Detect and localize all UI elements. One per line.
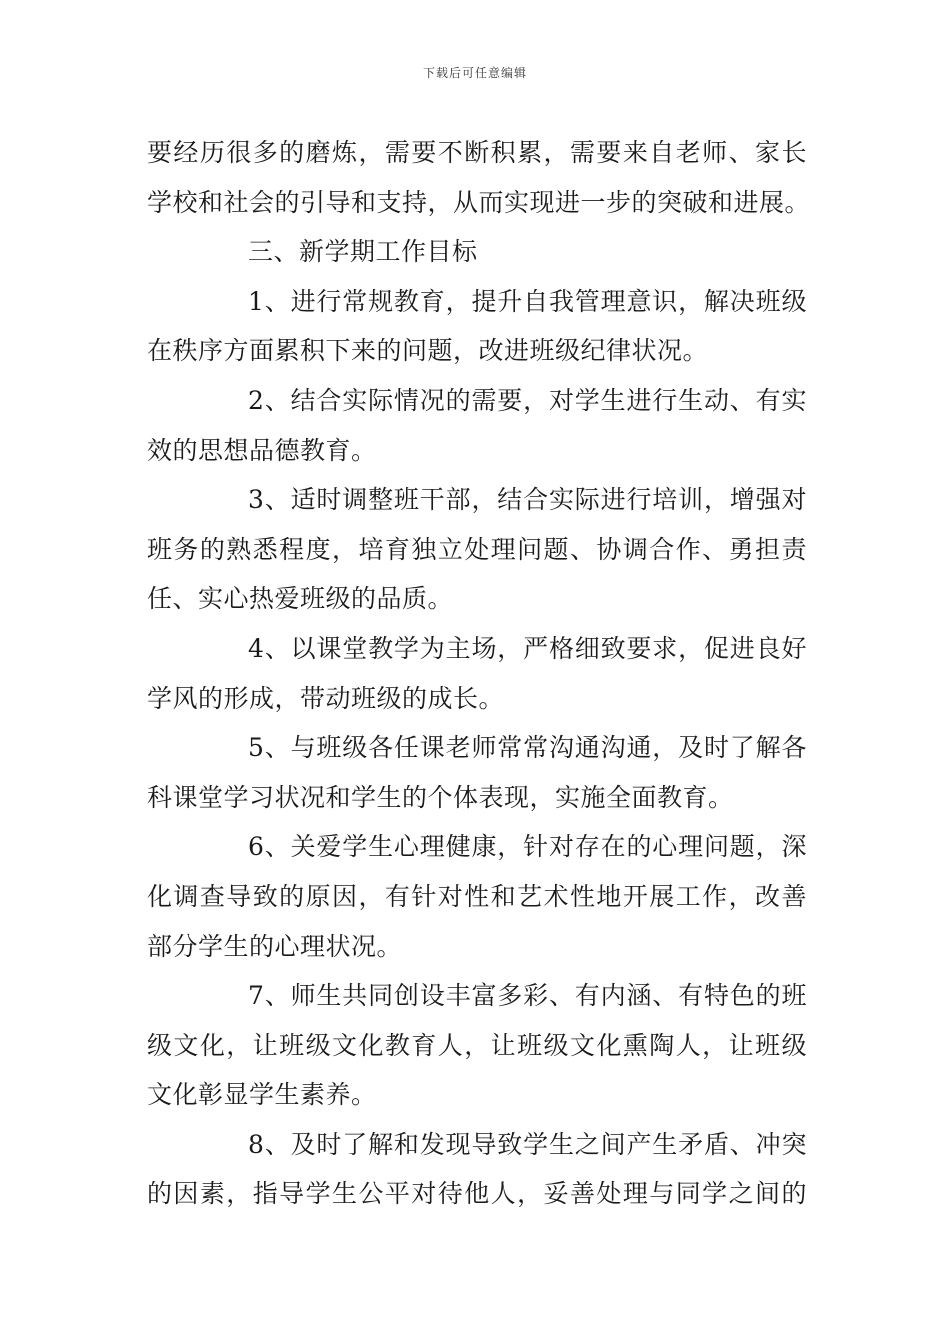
- section-heading: 三、新学期工作目标: [248, 237, 478, 267]
- text-line: 化调查导致的原因，有针对性和艺术性地开展工作，改善: [147, 881, 807, 911]
- text-line: 班务的熟悉程度，培育独立处理问题、协调合作、勇担责: [147, 534, 807, 564]
- text-line: 任、实心热爱班级的品质。: [147, 584, 454, 614]
- text-line: 7、师生共同创设丰富多彩、有内涵、有特色的班: [248, 981, 807, 1011]
- text-line: 4、以课堂教学为主场，严格细致要求，促进良好: [248, 633, 807, 663]
- body-text: [147, 128, 811, 1219]
- text-line: 学校和社会的引导和支持，从而实现进一步的突破和进展。: [147, 187, 811, 217]
- text-line: 5、与班级各任课老师常常沟通沟通，及时了解各: [248, 733, 807, 763]
- text-line: 的因素，指导学生公平对待他人，妥善处理与同学之间的: [147, 1179, 807, 1209]
- text-line: 要经历很多的磨炼，需要不断积累，需要来自老师、家长: [147, 138, 807, 167]
- text-line: 1、进行常规教育，提升自我管理意识，解决班级: [248, 286, 807, 316]
- text-line: 学风的形成，带动班级的成长。: [147, 683, 505, 713]
- text-line: 3、适时调整班干部，结合实际进行培训，增强对: [248, 485, 807, 515]
- text-line: 部分学生的心理状况。: [147, 931, 403, 961]
- text-line: 科课堂学习状况和学生的个体表现，实施全面教育。: [147, 782, 734, 812]
- text-line: 2、结合实际情况的需要，对学生进行生动、有实: [248, 385, 807, 415]
- text-line: 8、及时了解和发现导致学生之间产生矛盾、冲突: [248, 1129, 807, 1159]
- text-line: 6、关爱学生心理健康，针对存在的心理问题，深: [248, 832, 807, 862]
- text-line: 级文化，让班级文化教育人，让班级文化熏陶人，让班级: [147, 1030, 807, 1060]
- text-line: 在秩序方面累积下来的问题，改进班级纪律状况。: [147, 336, 709, 366]
- text-line: 文化彰显学生素养。: [147, 1080, 377, 1110]
- text-line: 效的思想品德教育。: [147, 435, 377, 465]
- header-note: 下载后可任意编辑: [422, 66, 527, 80]
